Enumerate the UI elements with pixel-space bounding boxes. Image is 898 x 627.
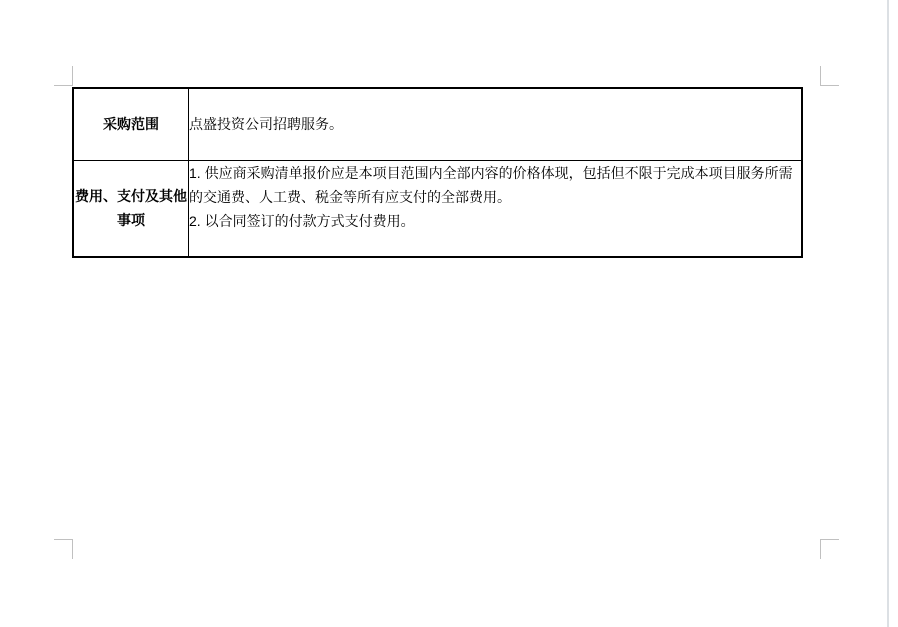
crop-mark-top-left bbox=[54, 66, 73, 86]
crop-mark-top-right bbox=[820, 66, 839, 86]
fees-payment-item-2: 2. 以合同签订的付款方式支付费用。 bbox=[189, 212, 415, 229]
procurement-scope-label: 采购范围 bbox=[103, 116, 159, 133]
page-edge-line bbox=[887, 0, 889, 627]
fees-payment-item-1: 1. 供应商采购清单报价应是本项目范围内全部内容的价格体现，包括但不限于完成本项目服务所需的交通费、人工费、税金等所有应支付的全部费用。 bbox=[189, 164, 793, 205]
crop-mark-bottom-right bbox=[820, 539, 839, 559]
table-row-procurement-scope bbox=[73, 88, 802, 160]
procurement-scope-label-cell[interactable] bbox=[73, 88, 189, 160]
fees-payment-label-cell[interactable] bbox=[73, 160, 189, 257]
procurement-scope-content: 点盛投资公司招聘服务。 bbox=[189, 116, 343, 133]
procurement-table bbox=[72, 87, 803, 258]
crop-mark-bottom-left bbox=[54, 539, 73, 559]
table-row-fees-payment bbox=[73, 160, 802, 257]
fees-payment-label: 费用、支付及其他事项 bbox=[75, 188, 187, 229]
procurement-scope-content-cell[interactable] bbox=[189, 88, 803, 160]
fees-payment-content-cell[interactable] bbox=[189, 160, 803, 257]
